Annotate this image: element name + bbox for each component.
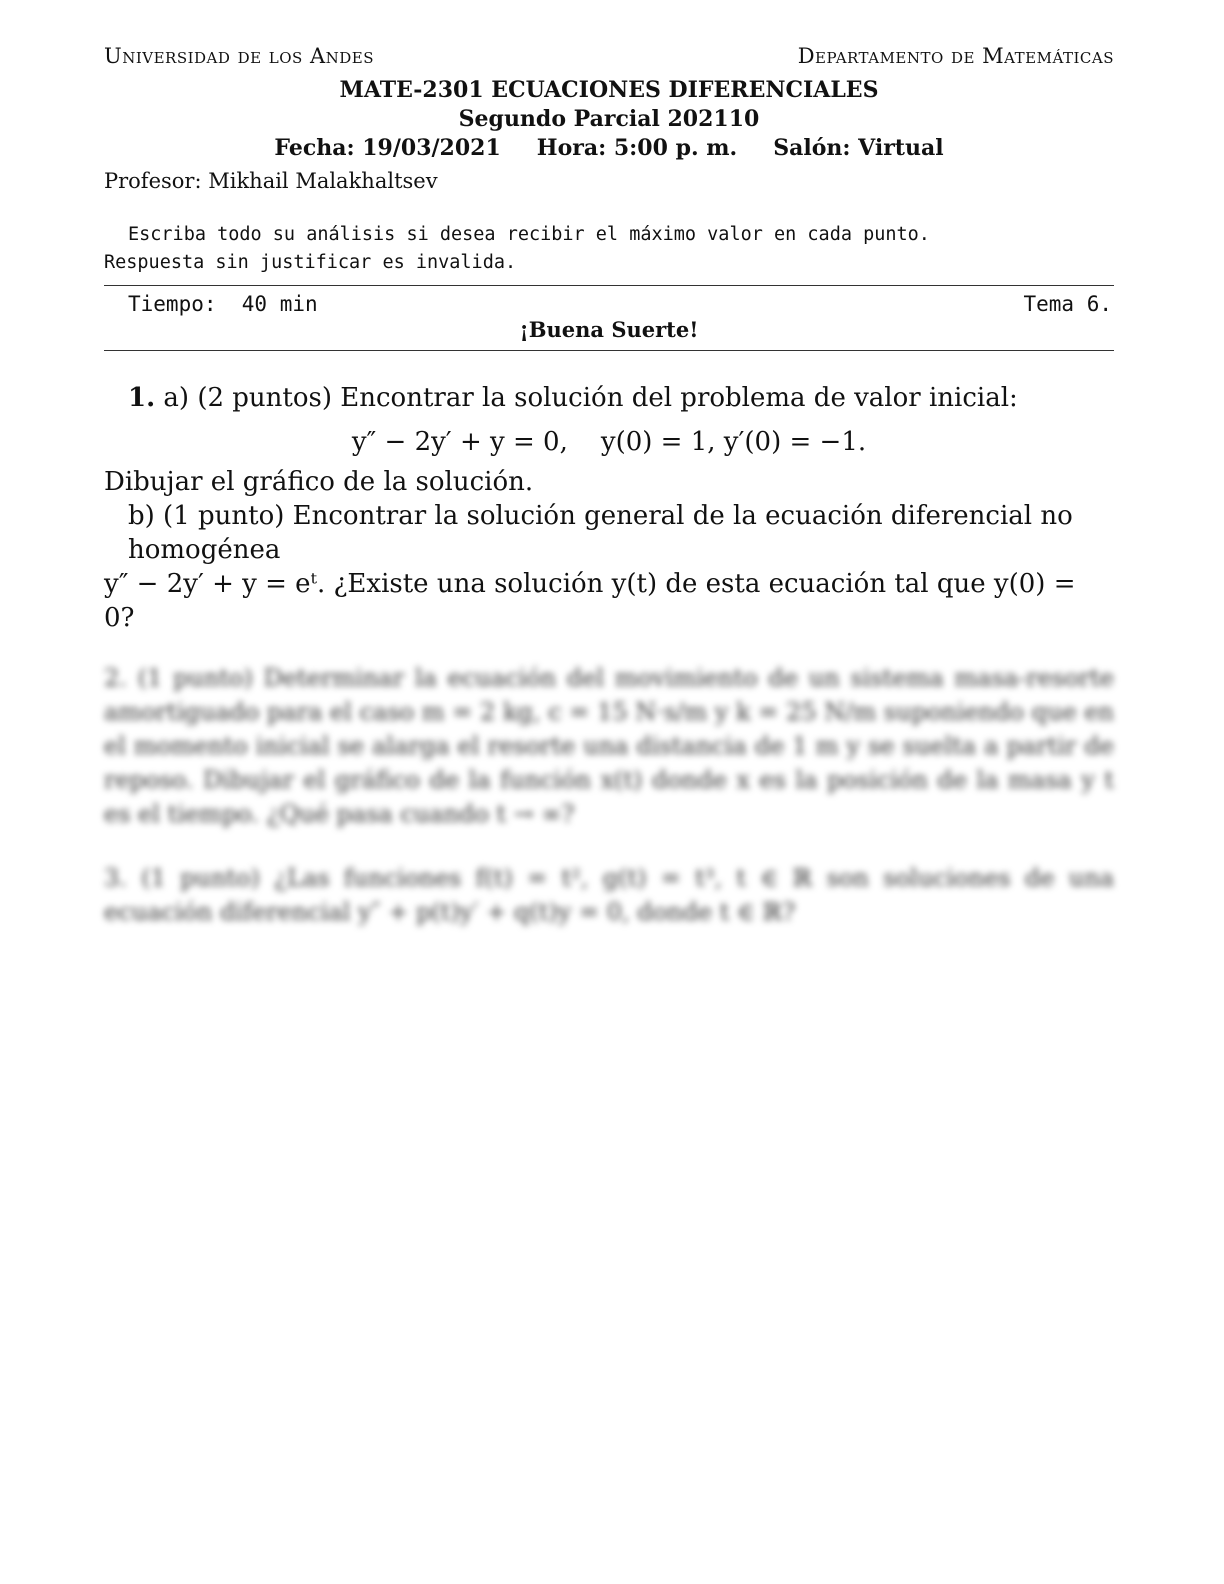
exam-title: Segundo Parcial 202110 — [458, 106, 760, 132]
problem-1-part-b-equation: y″ − 2y′ + y = eᵗ. ¿Existe una solución y(t) de esta ecuación tal que y(0) = 0? — [104, 569, 1076, 633]
exam-page — [104, 44, 1114, 929]
time-topic-row — [104, 286, 1114, 316]
exam-time: Hora: 5:00 p. m. — [536, 135, 738, 161]
exam-date: Fecha: 19/03/2021 — [274, 135, 501, 161]
problem-1 — [104, 381, 1114, 635]
problem-1-part-a-text: a) (2 puntos) Encontrar la solución del problema de valor inicial: — [163, 383, 1018, 413]
university-name: Universidad de los Andes — [104, 44, 374, 68]
time-limit: Tiempo: 40 min — [128, 292, 318, 316]
topic-label: Tema 6. — [1023, 292, 1112, 316]
header-top-row — [104, 44, 1114, 76]
department-name: Departamento de Matemáticas — [797, 44, 1114, 68]
problem-1-part-b: b) (1 punto) Encontrar la solución general de la ecuación diferencial no homogénea — [128, 501, 1073, 565]
instruction-line-1: Escriba todo su análisis si desea recibir el máximo valor en cada punto. — [128, 224, 930, 245]
good-luck-text: ¡Buena Suerte! — [519, 317, 699, 342]
problem-1-draw: Dibujar el gráfico de la solución. — [104, 467, 534, 497]
problem-3: 3. (1 punto) ¿Las funciones f(t) = t², g(t) = t³, t ∈ ℝ son soluciones de una ecuación diferencial y″ + p(t)y′ + q(t)y = 0, donde t ∈ ℝ? — [104, 864, 1114, 926]
problem-1-number: 1. — [128, 383, 156, 413]
exam-room: Salón: Virtual — [773, 135, 944, 161]
exam-info-row — [104, 134, 1114, 163]
instruction-line-2: Respuesta sin justificar es invalida. — [104, 252, 517, 273]
problem-1-equation: y″ − 2y′ + y = 0, y(0) = 1, y′(0) = −1. — [351, 427, 867, 457]
bottom-divider — [104, 350, 1114, 351]
course-title: MATE-2301 ECUACIONES DIFERENCIALES — [339, 77, 879, 103]
professor-name: Profesor: Mikhail Malakhaltsev — [104, 169, 438, 193]
problem-2: 2. (1 punto) Determinar la ecuación del movimiento de un sistema masa-resorte amortiguado para el caso m = 2 kg, c = 15 N·s/m y k = 25 N/m suponiendo que en el momento inicial se alarga el resorte una distancia de 1 m y se suelta a partir de reposo. Dibujar el gráfico de la función x(t) donde x es la posición de la masa y t es el tiempo. ¿Qué pasa cuando t → ∞? — [104, 664, 1114, 828]
problem-1-part-a — [104, 381, 1114, 415]
instructions — [104, 221, 1114, 277]
